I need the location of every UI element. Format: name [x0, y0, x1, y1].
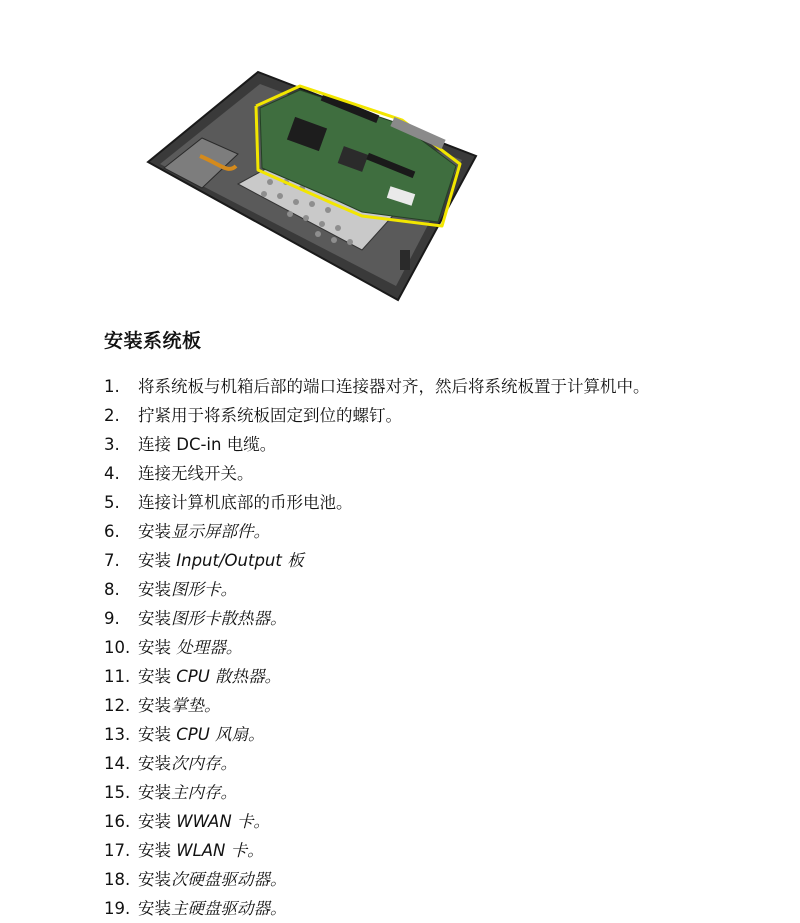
step-number: 16. — [104, 812, 131, 831]
step-number: 12. — [104, 696, 131, 715]
step-text: 连接 DC-in 电缆。 — [138, 435, 277, 454]
list-item — [104, 894, 784, 923]
step-text: 安装 Input/Output 板 — [138, 551, 304, 570]
list-item — [104, 807, 784, 836]
step-number: 19. — [104, 899, 131, 918]
list-item — [104, 778, 784, 807]
component-link: 掌垫。 — [171, 696, 221, 715]
step-text: 连接无线开关。 — [138, 464, 254, 483]
step-number: 14. — [104, 754, 131, 773]
list-item — [104, 517, 784, 546]
step-text: 拧紧用于将系统板固定到位的螺钉。 — [138, 406, 402, 425]
step-number: 2. — [104, 406, 120, 425]
step-number: 11. — [104, 667, 131, 686]
list-item — [104, 488, 784, 517]
step-text: 安装次硬盘驱动器。 — [138, 870, 287, 889]
component-link: 图形卡散热器。 — [171, 609, 287, 628]
step-number: 4. — [104, 464, 120, 483]
step-text: 安装 WLAN 卡。 — [138, 841, 264, 860]
step-number: 10. — [104, 638, 131, 657]
step-text: 安装主内存。 — [138, 783, 237, 802]
step-number: 1. — [104, 377, 120, 396]
list-item — [104, 430, 784, 459]
list-item — [104, 749, 784, 778]
list-item — [104, 372, 784, 401]
component-link: 主硬盘驱动器。 — [171, 899, 287, 918]
list-item — [104, 633, 784, 662]
list-item — [104, 720, 784, 749]
step-text: 安装次内存。 — [138, 754, 237, 773]
step-text: 安装 CPU 风扇。 — [138, 725, 265, 744]
component-link: 次内存。 — [171, 754, 237, 773]
step-number: 13. — [104, 725, 131, 744]
system-board-photo — [140, 64, 480, 309]
chassis-illustration — [140, 64, 480, 309]
component-link: 显示屏部件。 — [171, 522, 270, 541]
list-item — [104, 691, 784, 720]
step-number: 8. — [104, 580, 120, 599]
step-number: 9. — [104, 609, 120, 628]
step-number: 7. — [104, 551, 120, 570]
install-steps-list — [104, 372, 784, 923]
list-item — [104, 865, 784, 894]
list-item — [104, 836, 784, 865]
component-link: CPU 散热器。 — [176, 667, 282, 686]
list-item — [104, 662, 784, 691]
step-text: 安装 处理器。 — [138, 638, 243, 657]
step-text: 安装掌垫。 — [138, 696, 221, 715]
list-item — [104, 604, 784, 633]
step-text: 安装主硬盘驱动器。 — [138, 899, 287, 918]
step-text: 将系统板与机箱后部的端口连接器对齐，然后将系统板置于计算机中。 — [138, 377, 650, 396]
component-link: 主内存。 — [171, 783, 237, 802]
list-item — [104, 575, 784, 604]
step-number: 18. — [104, 870, 131, 889]
component-link: WLAN 卡。 — [176, 841, 264, 860]
component-link: 次硬盘驱动器。 — [171, 870, 287, 889]
step-text: 安装图形卡。 — [138, 580, 237, 599]
list-item — [104, 546, 784, 575]
step-number: 15. — [104, 783, 131, 802]
component-link: Input/Output 板 — [176, 551, 304, 570]
component-link: CPU 风扇。 — [176, 725, 265, 744]
step-number: 3. — [104, 435, 120, 454]
component-link: 处理器。 — [176, 638, 243, 657]
section-heading: 安装系统板 — [104, 330, 202, 352]
component-link: WWAN 卡。 — [176, 812, 270, 831]
step-text: 安装 WWAN 卡。 — [138, 812, 270, 831]
list-item — [104, 401, 784, 430]
step-number: 17. — [104, 841, 131, 860]
component-link: 图形卡。 — [171, 580, 237, 599]
step-number: 6. — [104, 522, 120, 541]
side-port — [400, 250, 410, 270]
step-text: 安装显示屏部件。 — [138, 522, 270, 541]
step-text: 安装 CPU 散热器。 — [138, 667, 282, 686]
step-text: 安装图形卡散热器。 — [138, 609, 287, 628]
step-number: 5. — [104, 493, 120, 512]
step-text: 连接计算机底部的币形电池。 — [138, 493, 353, 512]
list-item — [104, 459, 784, 488]
